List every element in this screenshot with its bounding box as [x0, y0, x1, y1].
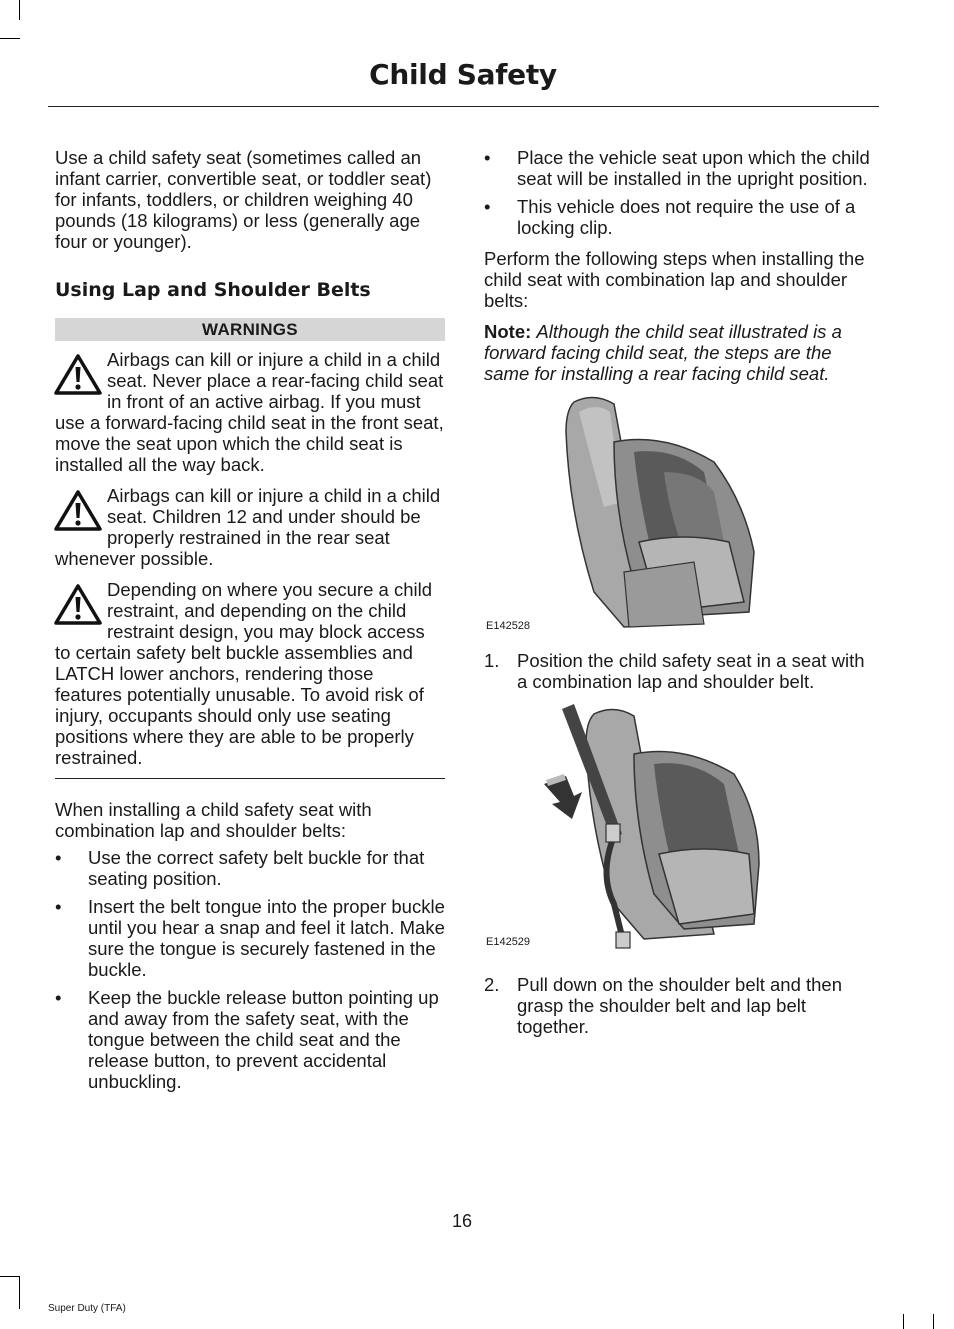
right-column	[484, 147, 876, 1037]
bullet-glyph: •	[484, 147, 491, 168]
step-number: 2.	[484, 974, 500, 995]
left-column	[55, 147, 445, 1099]
warning-item	[55, 349, 445, 475]
list-item-text: This vehicle does not require the use of a locking clip.	[517, 196, 856, 238]
steps-list-2	[484, 974, 876, 1037]
note-text: Although the child seat illustrated is a forward facing child seat, the steps are the same for installing a rear facing child seat.	[484, 321, 842, 384]
figure-id: E142528	[486, 620, 531, 632]
list-item	[55, 896, 445, 980]
crop-mark	[19, 0, 20, 20]
footer-model: Super Duty (TFA)	[48, 1303, 126, 1314]
installing-paragraph: When installing a child safety seat with combination lap and shoulder belts:	[55, 799, 372, 841]
figure-child-seat	[484, 392, 876, 642]
step-text: Position the child safety seat in a seat with a combination lap and shoulder belt.	[517, 650, 865, 692]
crop-mark	[903, 1314, 904, 1329]
note-paragraph	[484, 321, 876, 384]
warning-triangle-icon	[53, 583, 103, 627]
child-seat-belt-illustration	[544, 704, 764, 954]
crop-mark	[0, 1276, 20, 1277]
warning-text: Airbags can kill or injure a child in a child seat. Never place a rear-facing child seat in front of an active airbag. If you must use a forward-facing child seat in the front seat, move the seat upon which the child seat is installed all the way back.	[55, 349, 444, 475]
warning-text: Airbags can kill or injure a child in a child seat. Children 12 and under should be properly restrained in the rear seat whenever possible.	[55, 485, 441, 569]
crop-mark	[0, 38, 20, 39]
warnings-divider	[55, 778, 445, 779]
warning-triangle-icon	[53, 489, 103, 533]
page-number: 16	[451, 1211, 473, 1231]
steps-list-1	[484, 650, 876, 692]
perform-paragraph: Perform the following steps when installing the child seat with combination lap and shoulder belts:	[484, 248, 865, 311]
step-number: 1.	[484, 650, 500, 671]
figure-id: E142529	[486, 936, 531, 948]
note-label: Note:	[484, 321, 532, 342]
crop-mark	[19, 1276, 20, 1309]
list-item-text: Insert the belt tongue into the proper buckle until you hear a snap and feel it latch. Make sure the tongue is securely fastened in the buckle.	[88, 896, 445, 980]
bullet-glyph: •	[55, 847, 62, 868]
intro-paragraph: Use a child safety seat (sometimes called an infant carrier, convertible seat, or toddler seat) for infants, toddlers, or children weighing 40 pounds (18 kilograms) or less (generally age four or younger).	[55, 147, 432, 252]
child-seat-illustration	[544, 392, 764, 632]
left-bullet-list	[55, 847, 445, 1092]
right-bullet-list	[484, 147, 876, 238]
page-title: Child Safety	[369, 58, 557, 91]
warning-text: Depending on where you secure a child restraint, and depending on the child restraint design, you may block access to certain safety belt buckle assemblies and LATCH lower anchors, rendering those features potentially unusable. To avoid risk of injury, occupants should only use seating positions where they are able to be properly restrained.	[55, 579, 432, 768]
title-divider	[48, 106, 879, 107]
step-item	[484, 650, 876, 692]
bullet-glyph: •	[484, 196, 491, 217]
list-item	[55, 987, 445, 1092]
section-heading: Using Lap and Shoulder Belts	[55, 279, 371, 301]
figure-child-seat-belt	[484, 704, 876, 966]
list-item-text: Use the correct safety belt buckle for that seating position.	[88, 847, 425, 889]
bullet-glyph: •	[55, 896, 62, 917]
step-item	[484, 974, 876, 1037]
warning-item	[55, 579, 445, 768]
list-item-text: Keep the buckle release button pointing up and away from the safety seat, with the tongue between the child seat and the release button, to prevent accidental unbuckling.	[88, 987, 439, 1092]
list-item	[484, 147, 876, 189]
step-text: Pull down on the shoulder belt and then grasp the shoulder belt and lap belt together.	[517, 974, 843, 1037]
crop-mark	[933, 1314, 934, 1329]
warnings-header: WARNINGS	[55, 318, 445, 341]
warning-item	[55, 485, 445, 569]
warning-triangle-icon	[53, 353, 103, 397]
list-item	[55, 847, 445, 889]
list-item	[484, 196, 876, 238]
bullet-glyph: •	[55, 987, 62, 1008]
list-item-text: Place the vehicle seat upon which the child seat will be installed in the upright position.	[517, 147, 870, 189]
